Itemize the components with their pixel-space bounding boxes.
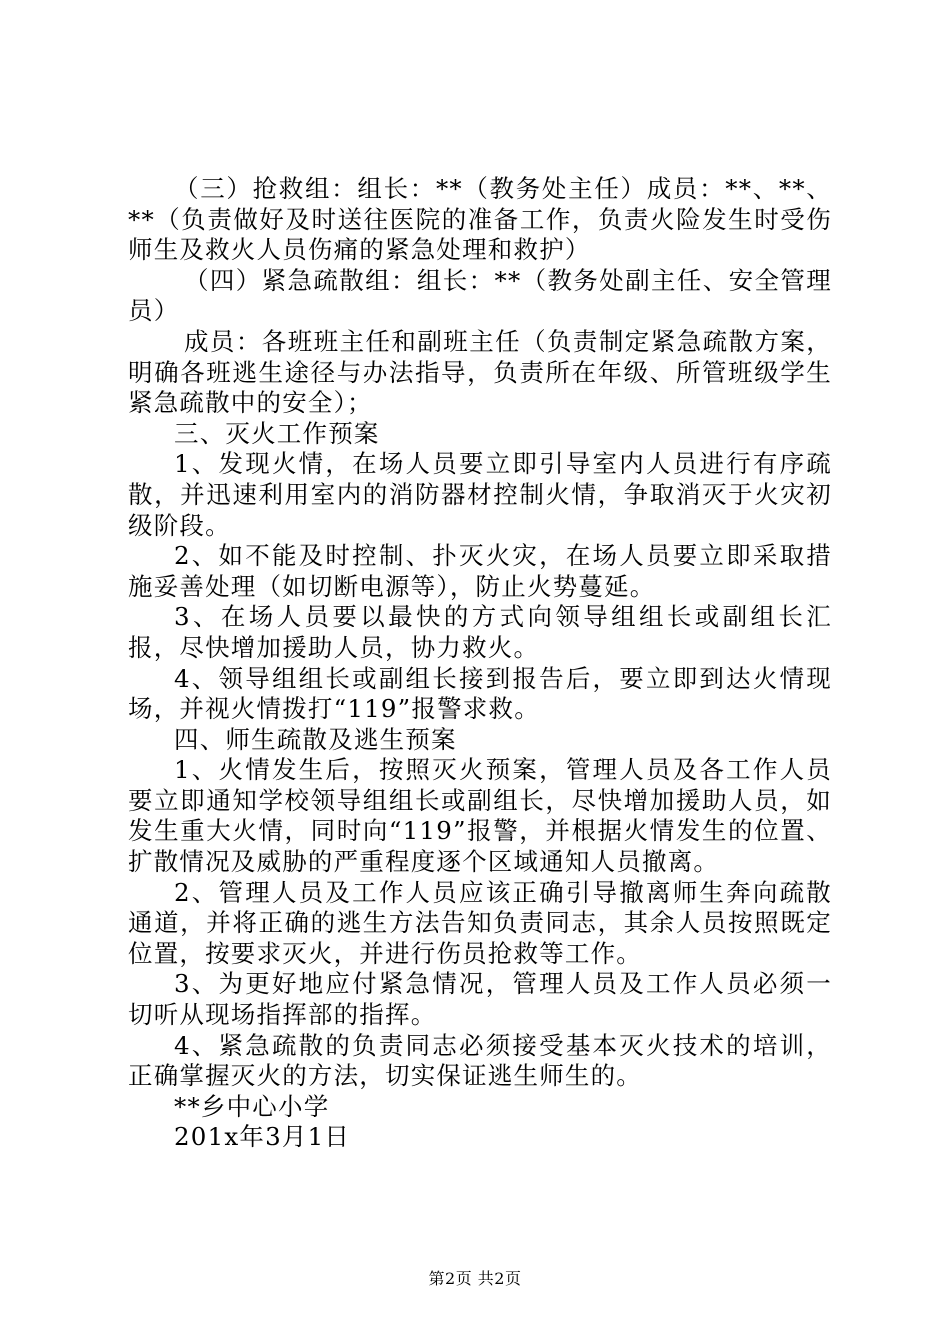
paragraph-fire-step-2: 2、如不能及时控制、扑灭火灾，在场人员要立即采取措施妥善处理（如切断电源等），防止火势蔓延。 bbox=[128, 541, 832, 601]
document-body bbox=[128, 174, 832, 1153]
page-number-footer: 第2页 共2页 bbox=[428, 1269, 522, 1288]
paragraph-fire-step-1: 1、发现火情，在场人员要立即引导室内人员进行有序疏散，并迅速利用室内的消防器材控制火情，争取消灭于火灾初级阶段。 bbox=[128, 449, 832, 540]
section-heading-evacuation: 四、师生疏散及逃生预案 bbox=[174, 724, 457, 754]
paragraph-fire-step-4: 4、领导组组长或副组长接到报告后，要立即到达火情现场，并视火情拨打“119”报警求救。 bbox=[128, 663, 832, 724]
paragraph-evac-step-3: 3、为更好地应付紧急情况，管理人员及工作人员必须一切听从现场指挥部的指挥。 bbox=[128, 969, 832, 1030]
paragraph-rescue-group: （三）抢救组：组长：**（教务处主任）成员：**、**、**（负责做好及时送往医院的准备工作，负责火险发生时受伤师生及救火人员伤痛的紧急处理和救护） bbox=[128, 174, 832, 265]
paragraph-evac-step-1: 1、火情发生后，按照灭火预案，管理人员及各工作人员要立即通知学校领导组组长或副组长，尽快增加援助人员，如发生重大火情，同时向“119”报警，并根据火情发生的位置、扩散情况及威胁的严重程度逐个区域通知人员撤离。 bbox=[128, 755, 832, 877]
paragraph-fire-step-3: 3、在场人员要以最快的方式向领导组组长或副组长汇报，尽快增加援助人员，协力救火。 bbox=[128, 602, 832, 662]
signature-school: **乡中心小学 bbox=[174, 1091, 330, 1121]
section-heading-firefighting: 三、灭火工作预案 bbox=[174, 418, 380, 448]
paragraph-evac-step-4: 4、紧急疏散的负责同志必须接受基本灭火技术的培训，正确掌握灭火的方法，切实保证逃生师生的。 bbox=[128, 1030, 832, 1091]
paragraph-evacuation-members: 成员：各班班主任和副班主任（负责制定紧急疏散方案，明确各班逃生途径与办法指导，负责所在年级、所管班级学生紧急疏散中的安全）； bbox=[128, 326, 832, 418]
paragraph-evac-step-2: 2、管理人员及工作人员应该正确引导撤离师生奔向疏散通道，并将正确的逃生方法告知负责同志，其余人员按照既定位置，按要求灭火，并进行伤员抢救等工作。 bbox=[128, 877, 832, 968]
signature-date: 201x年3月1日 bbox=[174, 1122, 351, 1152]
paragraph-evacuation-group: （四）紧急疏散组：组长：**（教务处副主任、安全管理员） bbox=[128, 265, 832, 326]
